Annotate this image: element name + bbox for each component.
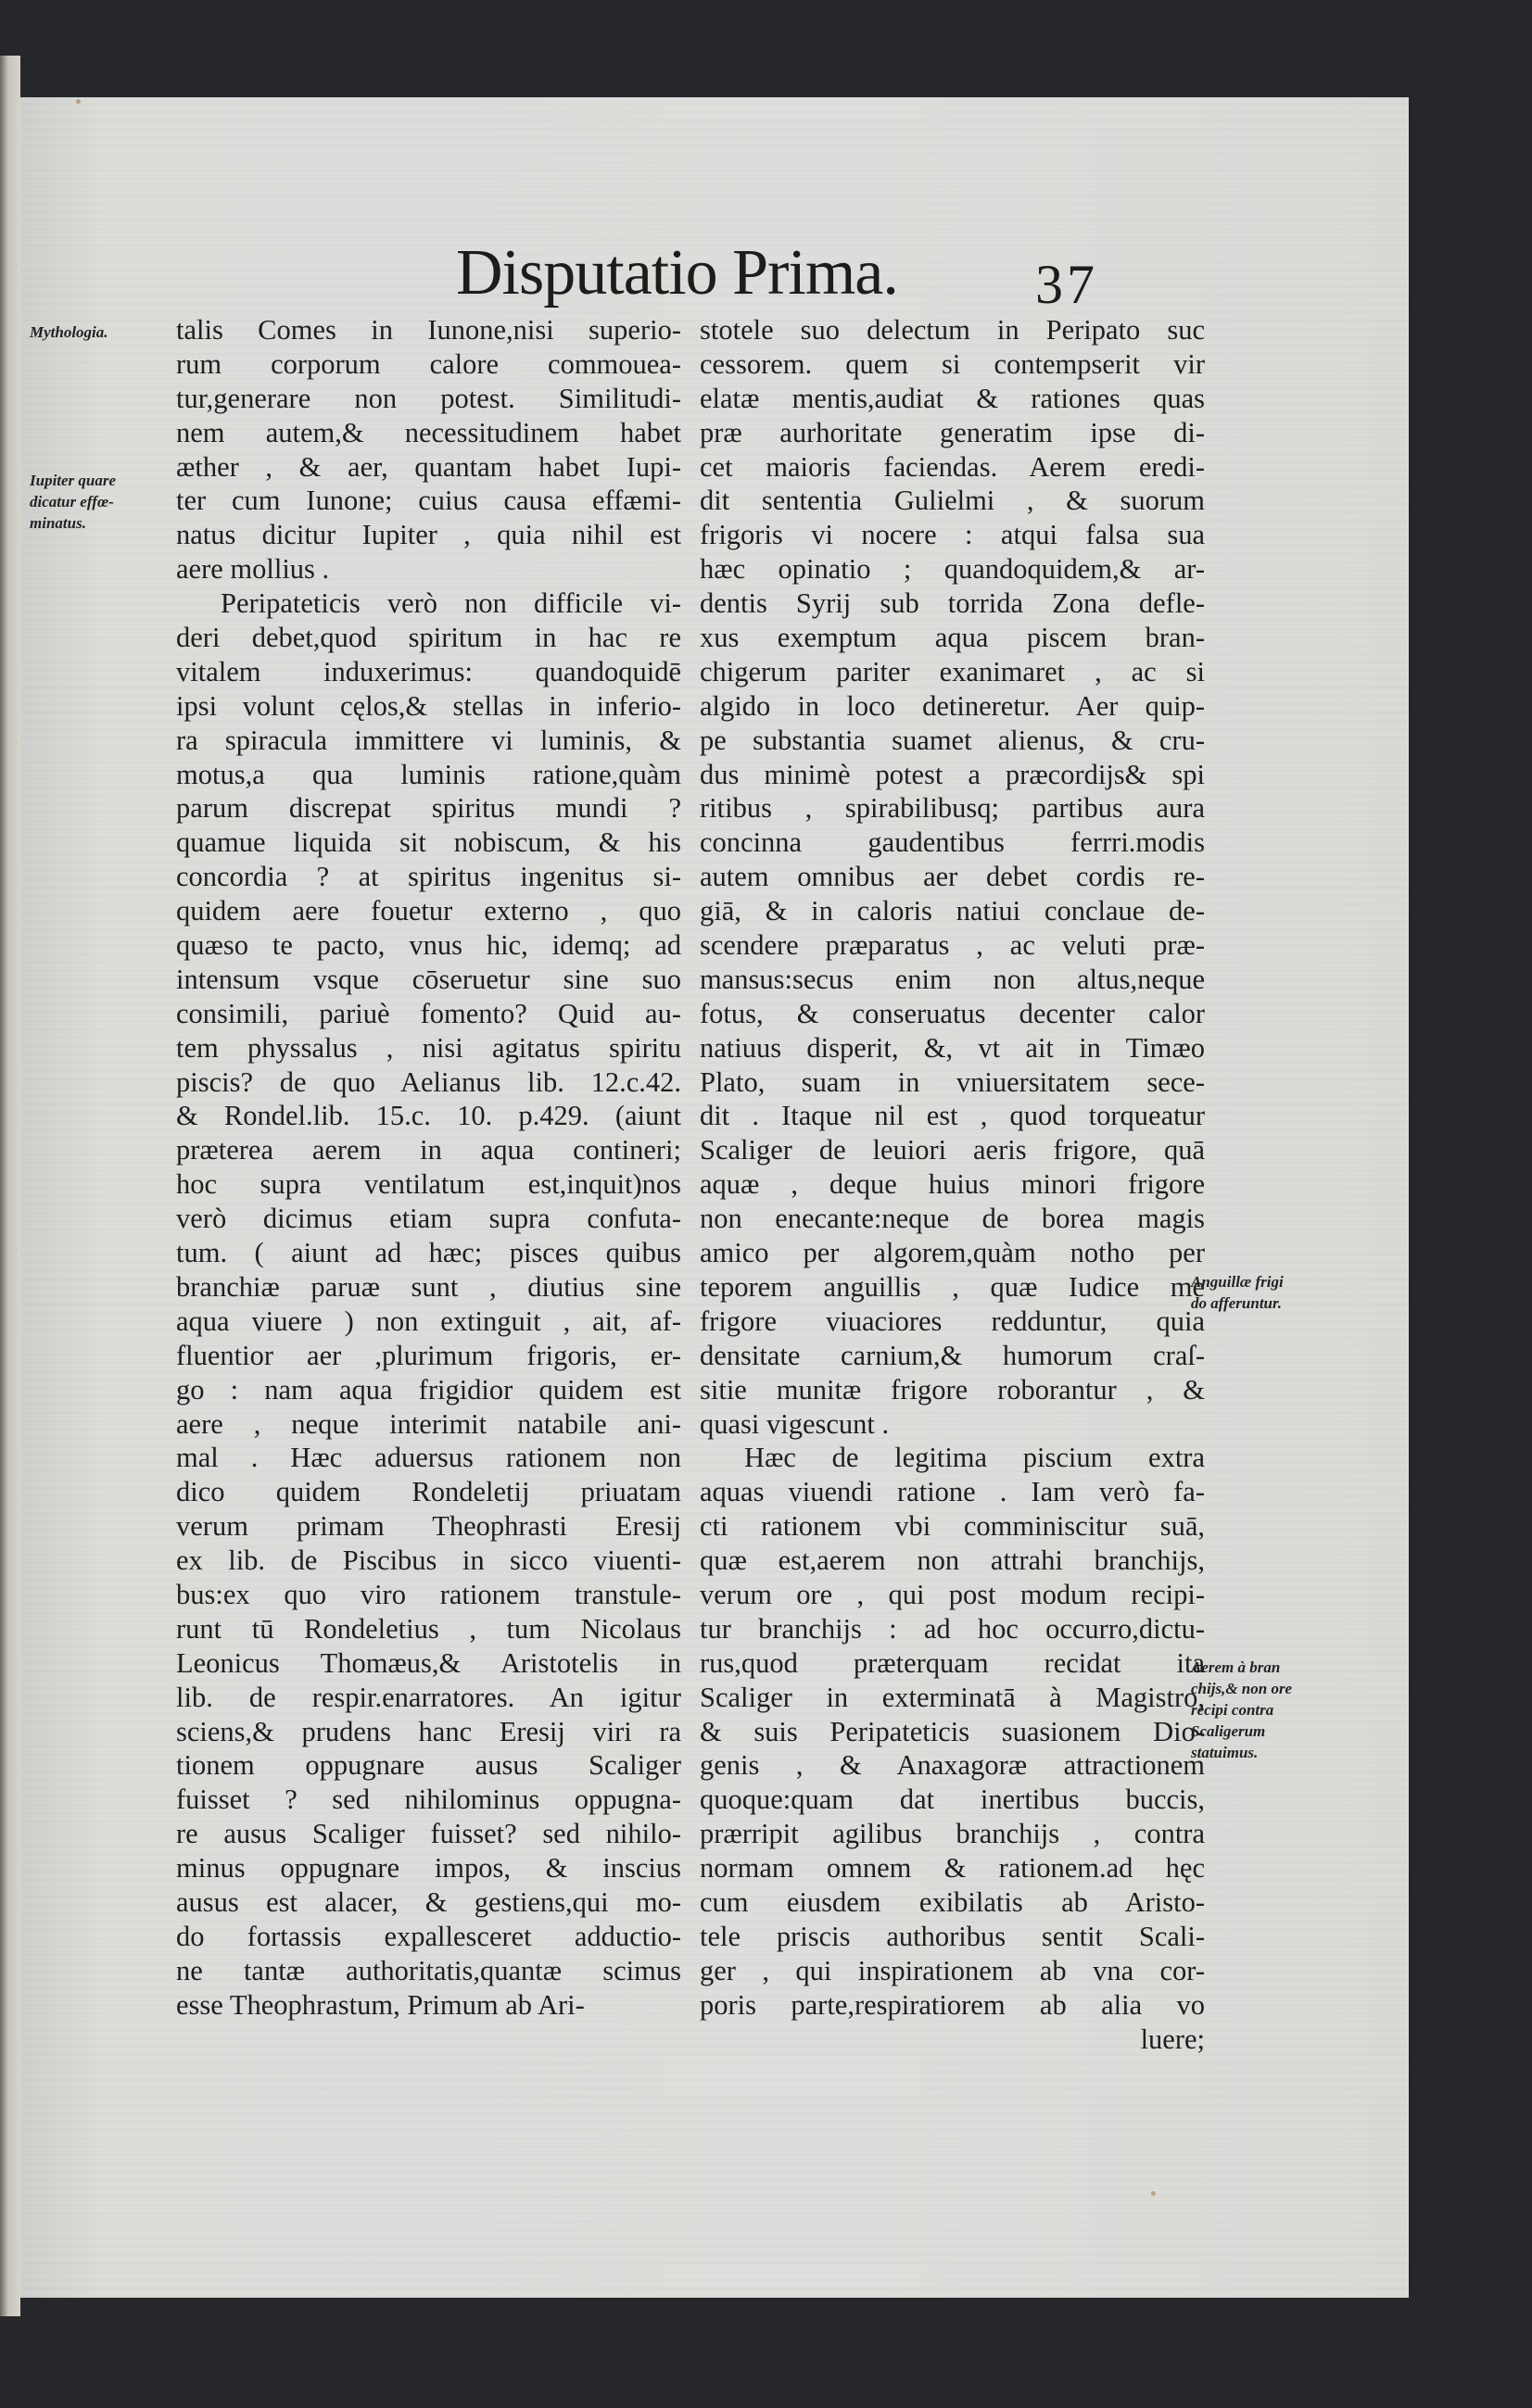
text-line: talis Comes in Iunone,nisi superio-: [176, 314, 681, 346]
text-line: cet maioris faciendas. Aerem eredi-: [700, 450, 1205, 483]
text-line: scendere præparatus , ac veluti præ-: [700, 929, 1205, 962]
book-page: [20, 97, 1409, 2298]
text-line: densitate carnium,& humorum craſ-: [700, 1339, 1205, 1371]
text-line: Scaliger de leuiori aeris frigore, quā: [700, 1134, 1205, 1166]
text-line: natus dicitur Iupiter , quia nihil est: [176, 519, 681, 551]
margin-note-line: chijs,& non ore: [1191, 1680, 1293, 1697]
text-line: verum primam Theophrasti Eresij: [176, 1510, 681, 1543]
text-line: hoc supra ventilatum est,inquit)nos: [176, 1168, 681, 1201]
text-line: tele priscis authoribus sentit Scali-: [700, 1920, 1205, 1952]
text-line: natiuus disperit, &, vt ait in Timæo: [700, 1031, 1205, 1064]
text-line: concinna gaudentibus ferrri.modis: [700, 826, 1205, 859]
text-line: xus exemptum aqua piscem bran-: [700, 622, 1205, 654]
text-line: aere , neque interimit natabile ani-: [176, 1407, 681, 1440]
text-line: branchiæ paruæ sunt , diutius sine: [176, 1270, 681, 1303]
text-line: do fortassis expallesceret adductio-: [176, 1920, 681, 1952]
text-line: luere;: [1140, 2023, 1205, 2055]
text-line: aqua viuere ) non extinguit , ait, af-: [176, 1305, 681, 1337]
text-line: verò dicimus etiam supra confuta-: [176, 1203, 681, 1235]
text-line: stotele suo delectum in Peripato suc: [700, 314, 1205, 346]
text-line: genis , & Anaxagoræ attractionem: [700, 1749, 1205, 1782]
text-line: quoque:quam dat inertibus buccis,: [700, 1784, 1205, 1816]
text-line: Hæc de legitima piscium extra: [744, 1442, 1205, 1474]
text-line: præ aurhoritate generatim ipse di-: [700, 416, 1205, 448]
text-line: Leonicus Thomæus,& Aristotelis in: [176, 1646, 681, 1679]
text-line: tur branchijs : ad hoc occurro,dictu-: [700, 1612, 1205, 1645]
text-line: pe substantia suamet alienus, & cru-: [700, 724, 1205, 756]
text-line: rum corporum calore commouea-: [176, 347, 681, 380]
text-line: cum eiusdem exibilatis ab Aristo-: [700, 1885, 1205, 1918]
text-line: esse Theophrastum, Primum ab Ari-: [176, 1988, 585, 2021]
text-line: quæso te pacto, vnus hic, idemq; ad: [176, 929, 681, 962]
text-line: frigoris vi nocere : atqui falsa sua: [700, 519, 1205, 551]
paper-stain: [1151, 2191, 1156, 2196]
margin-note-line: statuimus.: [1191, 1744, 1259, 1761]
text-line: motus,a qua luminis ratione,quàm: [176, 758, 681, 790]
text-line: runt tū Rondeletius , tum Nicolaus: [176, 1612, 681, 1645]
text-line: Plato, suam in vniuersitatem sece-: [700, 1065, 1205, 1098]
text-line: ex lib. de Piscibus in sicco viuenti-: [176, 1544, 681, 1577]
margin-note-line: Mythologia.: [30, 323, 108, 341]
text-line: bus:ex quo viro rationem transtule-: [176, 1578, 681, 1610]
text-line: dico quidem Rondeletij priuatam: [176, 1476, 681, 1508]
text-line: tionem oppugnare ausus Scaliger: [176, 1749, 681, 1782]
text-line: autem omnibus aer debet cordis re-: [700, 861, 1205, 893]
text-line: quidem aere fouetur externo , quo: [176, 895, 681, 927]
text-line: tur,generare non potest. Similitudi-: [176, 382, 681, 414]
text-line: cti rationem vbi comminiscitur suā,: [700, 1510, 1205, 1543]
margin-note-line: Scaligerum: [1191, 1722, 1266, 1740]
text-line: ra spiracula immittere vi luminis, &: [176, 724, 681, 756]
text-line: ritibus , spirabilibusq; partibus aura: [700, 792, 1205, 825]
margin-note-iupiter: [30, 470, 148, 534]
text-line: giā, & in caloris natiui conclaue de-: [700, 895, 1205, 927]
text-line: fotus, & conseruatus decenter calor: [700, 997, 1205, 1029]
text-line: piscis? de quo Aelianus lib. 12.c.42.: [176, 1065, 681, 1098]
text-line: aquæ , deque huius minori frigore: [700, 1168, 1205, 1201]
text-line: consimili, pariuè fomento? Quid au-: [176, 997, 681, 1029]
page-number: 37: [1035, 254, 1098, 315]
text-column-right: [700, 313, 1205, 2056]
text-line: Scaliger in exterminatā à Magistro,: [700, 1681, 1205, 1713]
text-line: tum. ( aiunt ad hæc; pisces quibus: [176, 1237, 681, 1269]
margin-note-line: do afferuntur.: [1191, 1294, 1282, 1312]
text-line: hæc opinatio ; quandoquidem,& ar-: [700, 553, 1205, 586]
margin-note-line: Anguillæ frigi: [1191, 1273, 1284, 1291]
text-line: lib. de respir.enarratores. An igitur: [176, 1681, 681, 1713]
text-line: chigerum pariter exanimaret , ac si: [700, 655, 1205, 687]
text-line: ipsi volunt cęlos,& stellas in inferio-: [176, 689, 681, 722]
margin-note-aerem: [1191, 1657, 1339, 1763]
text-line: frigore viuaciores redduntur, quia: [700, 1305, 1205, 1337]
text-line: parum discrepat spiritus mundi ?: [176, 792, 681, 825]
text-line: dus minimè potest a præcordijs& spi: [700, 758, 1205, 790]
text-line: minus oppugnare impos, & inscius: [176, 1852, 681, 1885]
text-line: mansus:secus enim non altus,neque: [700, 963, 1205, 995]
text-line: tem physsalus , nisi agitatus spiritu: [176, 1031, 681, 1064]
text-line: ter cum Iunone; cuius causa effæmi-: [176, 485, 681, 517]
margin-note-line: recipi contra: [1191, 1701, 1274, 1719]
text-line: non enecante:neque de borea magis: [700, 1203, 1205, 1235]
text-line: ne tantæ authoritatis,quantæ scimus: [176, 1954, 681, 1986]
text-line: fuisset ? sed nihilominus oppugna-: [176, 1784, 681, 1816]
text-line: verum ore , qui post modum recipi-: [700, 1578, 1205, 1610]
text-line: cessorem. quem si contempserit vir: [700, 347, 1205, 380]
text-line: aere mollius .: [176, 553, 330, 586]
paper-stain: [76, 99, 81, 104]
text-line: re ausus Scaliger fuisset? sed nihilo-: [176, 1818, 681, 1850]
margin-note-line: minatus.: [30, 514, 86, 532]
text-line: go : nam aqua frigidior quidem est: [176, 1373, 681, 1406]
margin-note-line: dicatur effœ-: [30, 493, 114, 511]
text-line: & Rondel.lib. 15.c. 10. p.429. (aiunt: [176, 1100, 681, 1132]
text-line: præterea aerem in aqua contineri;: [176, 1134, 681, 1166]
text-line: quasi vigescunt .: [700, 1407, 890, 1440]
margin-note-line: Iupiter quare: [30, 472, 117, 489]
text-line: teporem anguillis , quæ Iudice me: [700, 1270, 1205, 1303]
text-line: ausus est alacer, & gestiens,qui mo-: [176, 1885, 681, 1918]
text-line: dentis Syrij sub torrida Zona defle-: [700, 587, 1205, 620]
text-line: sitie munitæ frigore roborantur , &: [700, 1373, 1205, 1406]
text-line: poris parte,respiratiorem ab alia vo: [700, 1988, 1205, 2021]
text-line: nem autem,& necessitudinem habet: [176, 416, 681, 448]
text-line: mal . Hæc aduersus rationem non: [176, 1442, 681, 1474]
text-line: quamue liquida sit nobiscum, & his: [176, 826, 681, 859]
text-line: Peripateticis verò non difficile vi-: [221, 587, 681, 620]
text-line: normam omnem & rationem.ad hęc: [700, 1852, 1205, 1885]
text-line: æther , & aer, quantam habet Iupi-: [176, 450, 681, 483]
running-head: Disputatio Prima.: [456, 237, 898, 309]
margin-note-anguillae: [1191, 1271, 1339, 1314]
text-line: intensum vsque cōseruetur sine suo: [176, 963, 681, 995]
text-line: deri debet,quod spiritum in hac re: [176, 622, 681, 654]
text-line: elatæ mentis,audiat & rationes quas: [700, 382, 1205, 414]
text-line: quæ est,aerem non attrahi branchijs,: [700, 1544, 1205, 1577]
margin-note-mythologia: [30, 321, 148, 343]
text-line: dit sententia Gulielmi , & suorum: [700, 485, 1205, 517]
text-line: & suis Peripateticis suasionem Dio-: [700, 1715, 1205, 1747]
text-column-left: [176, 313, 681, 2023]
text-line: aquas viuendi ratione . Iam verò fa-: [700, 1476, 1205, 1508]
text-line: vitalem induxerimus: quandoquidē: [176, 655, 681, 687]
text-line: rus,quod præterquam recidat ita: [700, 1646, 1205, 1679]
text-line: amico per algorem,quàm notho per: [700, 1237, 1205, 1269]
text-line: algido in loco detineretur. Aer quip-: [700, 689, 1205, 722]
text-line: ger , qui inspirationem ab vna cor-: [700, 1954, 1205, 1986]
text-line: dit . Itaque nil est , quod torqueatur: [700, 1100, 1205, 1132]
text-line: sciens,& prudens hanc Eresij viri ra: [176, 1715, 681, 1747]
text-line: fluentior aer ,plurimum frigoris, er-: [176, 1339, 681, 1371]
book-spine-edge: [0, 56, 20, 2316]
text-line: concordia ? at spiritus ingenitus si-: [176, 861, 681, 893]
margin-note-line: Aerem à bran: [1191, 1658, 1281, 1676]
text-line: prærripit agilibus branchijs , contra: [700, 1818, 1205, 1850]
